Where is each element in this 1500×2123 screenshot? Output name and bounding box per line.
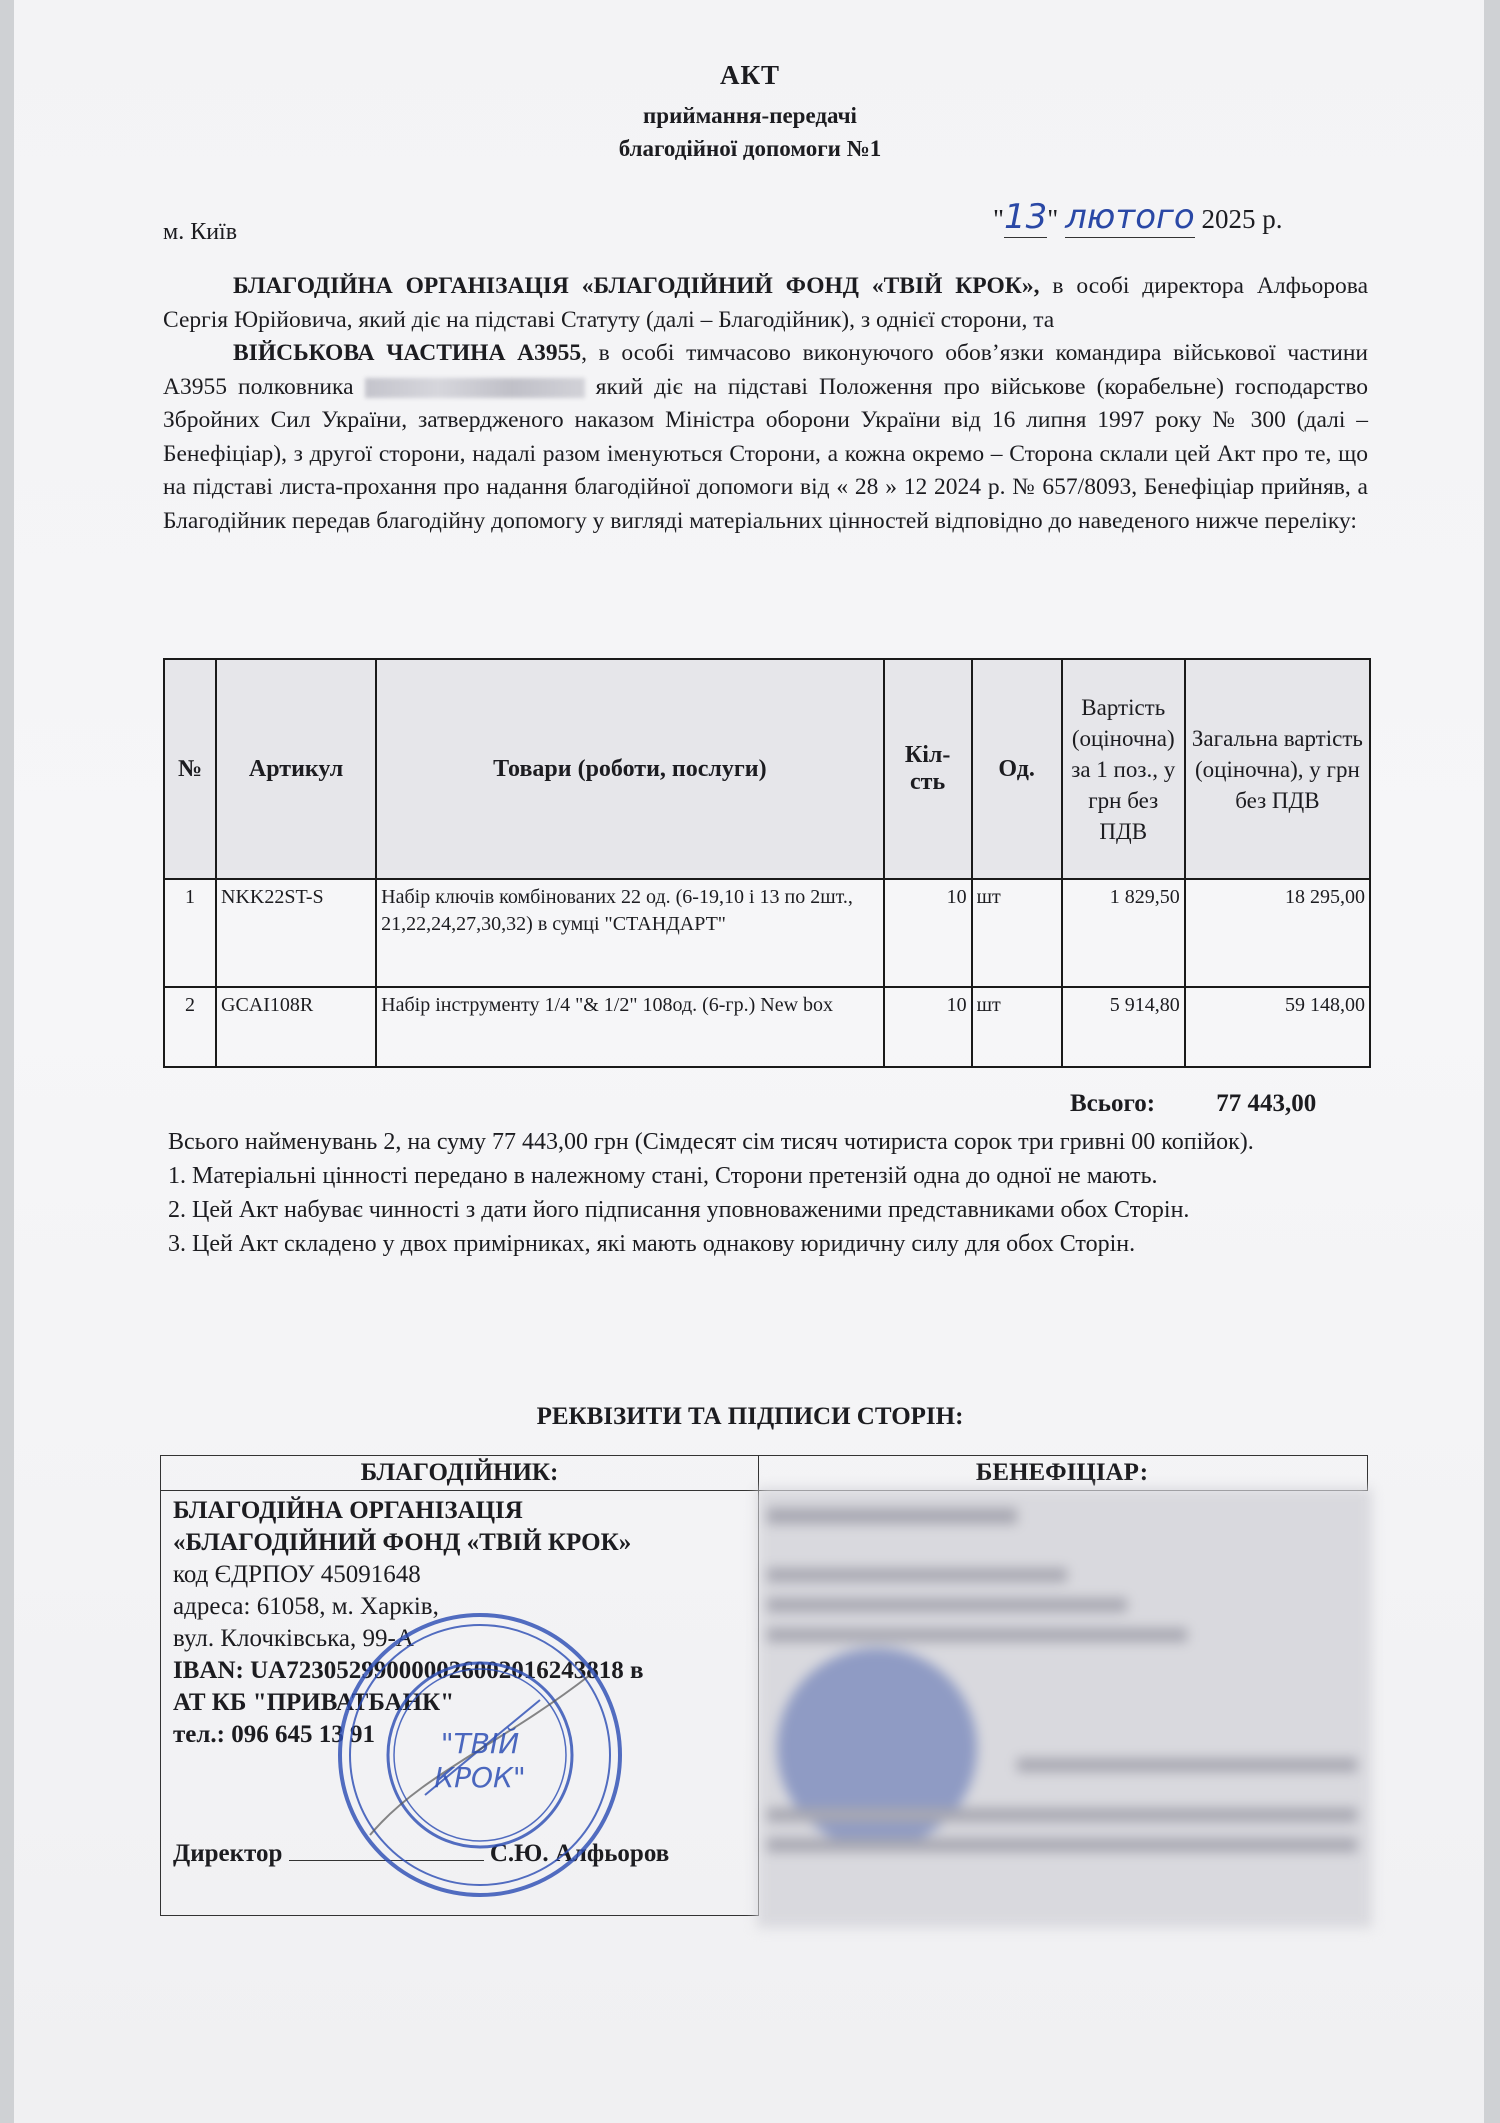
cell-unit: шт — [972, 987, 1062, 1067]
cell-name: Набір ключів комбінованих 22 од. (6-19,10 і 13 по 2шт., 21,22,24,27,30,32) в сумці "СТАНДАРТ" — [376, 879, 883, 987]
clause-2: 2. Цей Акт набуває чинності з дати його підписання уповноваженими представниками обох Сторін. — [168, 1197, 1190, 1223]
cell-total: 59 148,00 — [1185, 987, 1370, 1067]
giver-bank: АТ КБ "ПРИВАТБАНК" — [173, 1689, 455, 1716]
cell-num: 1 — [164, 879, 216, 987]
table-row — [164, 987, 1370, 1067]
col-unit-price: Вартість (оціночна) за 1 поз., у грн без ПДВ — [1062, 659, 1185, 879]
doc-title: АКТ — [719, 60, 781, 90]
receiver-text-2: який діє на підставі Положення про військове (корабельне) господарство Збройних Сил України, затвердженого наказом Міністра оборони України від 16 липня 1997 року № 300 (далі – Бенефіціар), з другої сторони, надалі разом іменуються Сторони, а кожна окремо – Сторона склали цей Акт про те, що на підставі листа-прохання про надання благодійної допомоги від « 28 » 12 2024 р. № 657/8093, Бенефіціар прийняв, а Благодійник передав благодійну допомогу у вигляді матеріальних цінностей відповідно до наведеного нижче переліку: — [163, 373, 1369, 534]
giver-org-line2: «БЛАГОДІЙНИЙ ФОНД «ТВІЙ КРОК» — [173, 1529, 632, 1556]
col-unit: Од. — [972, 659, 1062, 879]
total-value: 77 443,00 — [1216, 1090, 1317, 1117]
party-2-paragraph — [163, 337, 1368, 538]
cell-unit: шт — [972, 879, 1062, 987]
receiver-text-1: , в особі тимчасово виконуючого обов’язки командира військової частини А3955 полковника — [163, 340, 1368, 400]
summary-block — [168, 1125, 1368, 1261]
director-name: С.Ю. Алфьоров — [489, 1840, 670, 1867]
table-header-row — [164, 659, 1370, 879]
cell-article: GCAI108R — [216, 987, 376, 1067]
giver-iban: IBAN: UA723052990000026002016243818 в — [173, 1657, 644, 1684]
col-goods: Товари (роботи, послуги) — [376, 659, 883, 879]
summary-sum: Всього найменувань 2, на суму 77 443,00 грн (Сімдесят сім тисяч чотириста сорок три гривні 00 копійок). — [168, 1129, 1254, 1155]
cell-qty: 10 — [884, 879, 972, 987]
director-label: Директор — [173, 1840, 283, 1867]
cell-price: 1 829,50 — [1062, 879, 1185, 987]
giver-name: БЛАГОДІЙНА ОРГАНІЗАЦІЯ «БЛАГОДІЙНИЙ ФОНД «ТВІЙ КРОК», — [233, 273, 1040, 299]
cell-num: 2 — [164, 987, 216, 1067]
date-year: 2025 р. — [1201, 204, 1283, 234]
doc-subtitle-2: благодійної допомоги №1 — [618, 136, 882, 161]
giver-address-1: адреса: 61058, м. Харків, — [173, 1593, 439, 1620]
receiver-name: ВІЙСЬКОВА ЧАСТИНА А3955 — [233, 340, 582, 366]
redacted-name — [365, 378, 585, 398]
col-total: Загальна вартість (оціночна), у грн без ПДВ — [1185, 659, 1370, 879]
cell-name: Набір інструменту 1/4 "& 1/2" 108од. (6-гр.) New box — [376, 987, 883, 1067]
date-month: лютого — [1065, 197, 1195, 237]
table-row — [164, 879, 1370, 987]
preamble — [163, 270, 1368, 538]
giver-text: в особі директора Алфьорова Сергія Юрійовича, який діє на підставі Статуту (далі – Благодійник), з однієї сторони, та — [163, 273, 1369, 333]
svg-text:КРОК": КРОК" — [434, 1761, 526, 1794]
items-table — [163, 658, 1371, 1068]
cell-article: NKK22ST-S — [216, 879, 376, 987]
doc-subtitle-1: приймання-передачі — [643, 103, 857, 128]
giver-header: БЛАГОДІЙНИК: — [160, 1455, 759, 1491]
cell-qty: 10 — [884, 987, 972, 1067]
giver-org-line1: БЛАГОДІЙНА ОРГАНІЗАЦІЯ — [173, 1497, 523, 1524]
col-num: № — [164, 659, 216, 879]
total-label: Всього: — [1070, 1090, 1156, 1117]
giver-phone: тел.: 096 645 13 91 — [173, 1721, 375, 1748]
stamp-seal-icon — [330, 1605, 630, 1905]
city: м. Київ — [163, 219, 238, 245]
date-day: 13 — [1004, 197, 1048, 237]
col-qty: Кіл-сть — [884, 659, 972, 879]
party-1-paragraph — [163, 270, 1368, 337]
requisites-title: РЕКВІЗИТИ ТА ПІДПИСИ СТОРІН: — [536, 1403, 964, 1430]
svg-text:"ТВІЙ: "ТВІЙ — [440, 1727, 520, 1760]
cell-total: 18 295,00 — [1185, 879, 1370, 987]
col-article: Артикул — [216, 659, 376, 879]
clause-3: 3. Цей Акт складено у двох примірниках, які мають однакову юридичну силу для обох Сторін. — [168, 1231, 1136, 1257]
cell-price: 5 914,80 — [1062, 987, 1185, 1067]
giver-address-2: вул. Клочківська, 99-А — [173, 1625, 414, 1652]
redacted-receiver-details — [757, 1488, 1372, 1928]
grand-total — [1070, 1090, 1316, 1118]
date: "13" лютого 2025 р. — [993, 197, 1283, 237]
receiver-header: БЕНЕФІЦІАР: — [757, 1455, 1368, 1491]
giver-code: код ЄДРПОУ 45091648 — [173, 1561, 421, 1588]
clause-1: 1. Матеріальні цінності передано в належному стані, Сторони претензій одна до одної не мають. — [168, 1163, 1158, 1189]
